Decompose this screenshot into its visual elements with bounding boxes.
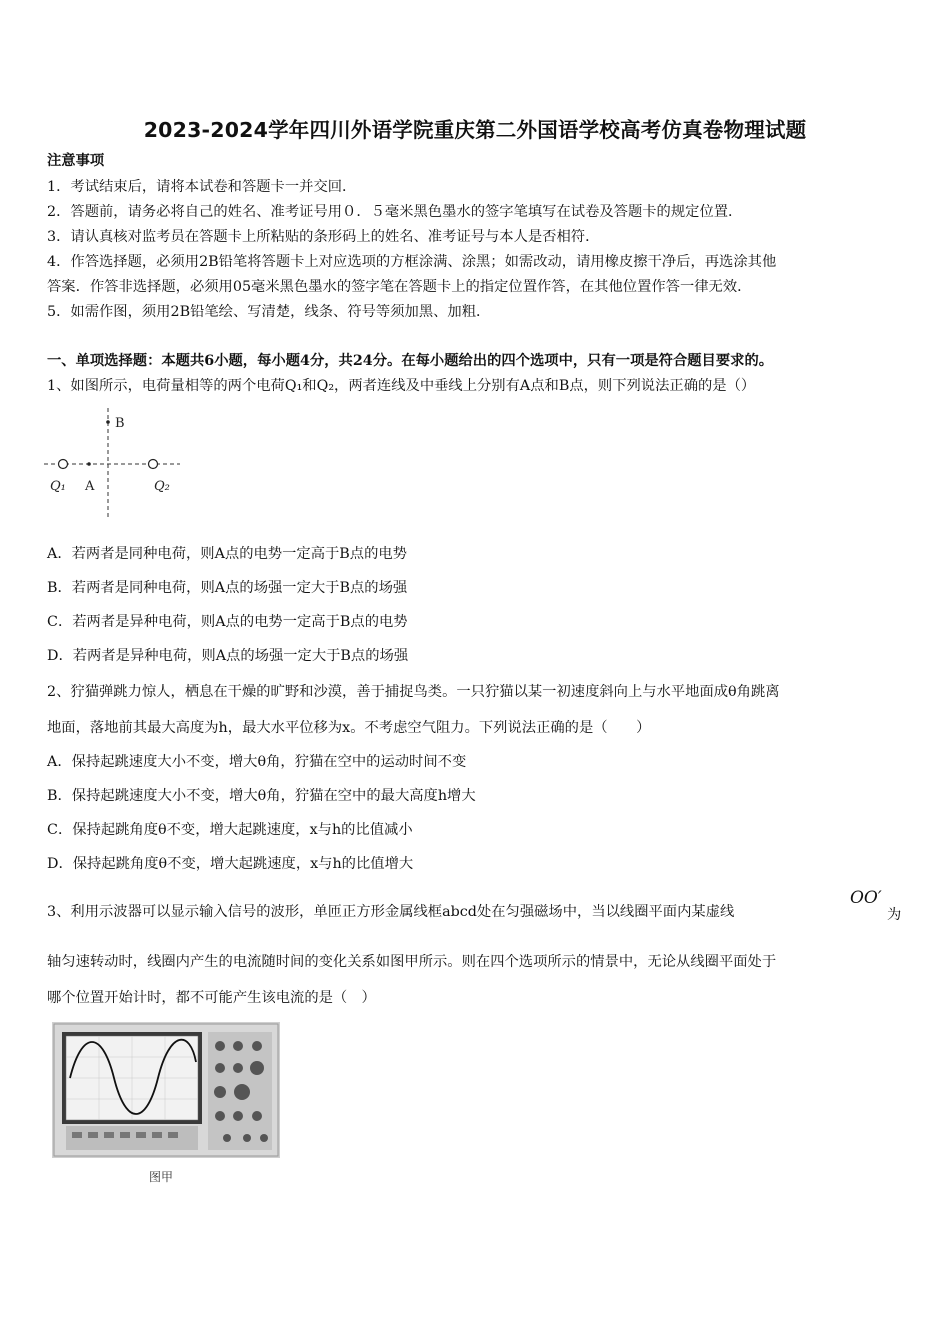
notice-item-4-cont: 答案．作答非选择题，必须用05毫米黑色墨水的签字笔在答题卡上的指定位置作答，在其他位置作答一律无效． (47, 279, 752, 295)
q2-option-c: C．保持起跳角度θ不变，增大起跳速度，x与h的比值减小 (47, 822, 413, 838)
point-b-dot (106, 420, 110, 424)
q2-option-b: B．保持起跳速度大小不变，增大θ角，狞猫在空中的最大高度h增大 (47, 788, 476, 804)
point-a-dot (87, 462, 91, 466)
notice-item-5: 5．如需作图，须用2B铅笔绘、写清楚，线条、符号等须加黑、加粗． (47, 304, 491, 320)
notice-item-1: 1．考试结束后，请将本试卷和答题卡一并交回． (47, 179, 357, 195)
q1-option-b: B．若两者是同种电荷，则A点的场强一定大于B点的场强 (47, 580, 408, 596)
question-1-stem: 1、如图所示，电荷量相等的两个电荷Q₁和Q₂，两者连线及中垂线上分别有A点和B点，则下列说法正确的是（） (47, 378, 756, 394)
section-heading: 一、单项选择题：本题共6小题，每小题4分，共24分。在每小题给出的四个选项中，只有一项是符合题目要求的。 (47, 353, 774, 369)
axis-symbol: OO′ (850, 888, 882, 908)
question-2-stem-line-2: 地面，落地前其最大高度为h，最大水平位移为x。不考虑空气阻力。下列说法正确的是（ ） (47, 720, 651, 736)
notice-item-4: 4．作答选择题，必须用2B铅笔将答题卡上对应选项的方框涂满、涂黑；如需改动，请用橡皮擦干净后，再选涂其他 (47, 254, 777, 270)
notice-item-3: 3．请认真核对监考员在答题卡上所粘贴的条形码上的姓名、准考证号与本人是否相符． (47, 229, 600, 245)
oscilloscope-photo (52, 1022, 280, 1158)
figure-caption: 图甲 (149, 1170, 174, 1184)
charge-q1-icon (59, 460, 68, 469)
label-q1: Q₁ (50, 479, 66, 494)
q1-option-c: C．若两者是异种电荷，则A点的电势一定高于B点的电势 (47, 614, 408, 630)
label-a: A (85, 479, 95, 494)
q1-option-a: A．若两者是同种电荷，则A点的电势一定高于B点的电势 (47, 546, 407, 562)
charge-diagram (40, 406, 190, 524)
question-2-stem-line-1: 2、狞猫弹跳力惊人，栖息在干燥的旷野和沙漠，善于捕捉鸟类。一只狞猫以某一初速度斜向上与水平地面成θ角跳离 (47, 684, 780, 700)
notice-item-2: 2．答题前，请务必将自己的姓名、准考证号用０．５毫米黑色墨水的签字笔填写在试卷及答题卡的规定位置． (47, 204, 743, 220)
label-q2: Q₂ (154, 479, 170, 494)
question-3-stem-line-1: 3、利用示波器可以显示输入信号的波形，单匝正方形金属线框abcd处在匀强磁场中，当以线圈平面内某虚线 (47, 904, 735, 920)
question-3-stem-suffix: 为 (887, 907, 902, 923)
q2-option-a: A．保持起跳速度大小不变，增大θ角，狞猫在空中的运动时间不变 (47, 754, 467, 770)
page-title: 2023-2024学年四川外语学院重庆第二外国语学校高考仿真卷物理试题 (143, 118, 807, 142)
notice-heading: 注意事项 (47, 153, 105, 169)
q2-option-d: D．保持起跳角度θ不变，增大起跳速度，x与h的比值增大 (47, 856, 414, 872)
question-3-stem-line-3: 哪个位置开始计时，都不可能产生该电流的是（ ） (47, 990, 376, 1006)
question-3-stem-line-2: 轴匀速转动时，线圈内产生的电流随时间的变化关系如图甲所示。则在四个选项所示的情景中，无论从线圈平面处于 (47, 954, 777, 970)
label-b: B (115, 416, 125, 431)
charge-q2-icon (149, 460, 158, 469)
q1-option-d: D．若两者是异种电荷，则A点的场强一定大于B点的场强 (47, 648, 409, 664)
